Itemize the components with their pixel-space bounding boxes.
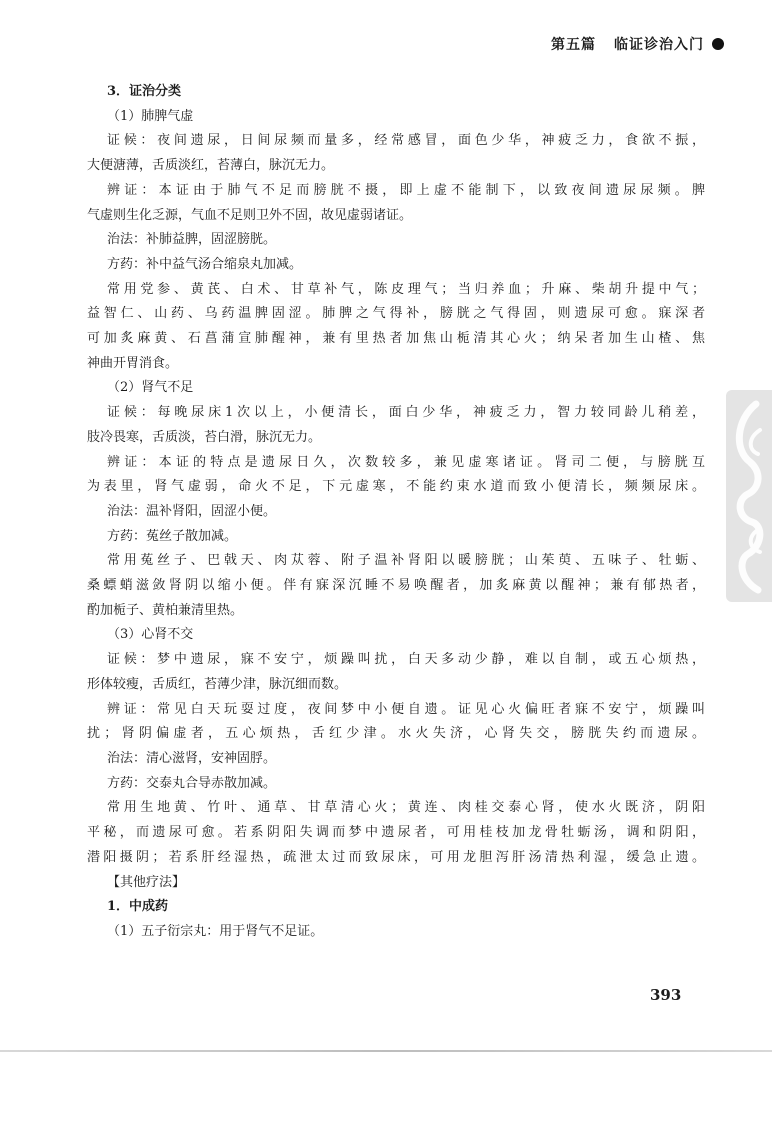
bottom-divider — [0, 1050, 772, 1052]
text-line: 常用菟丝子、巴戟天、肉苁蓉、附子温补肾阳以暖膀胱；山茱萸、五味子、牡蛎、 — [107, 553, 705, 569]
text-line: 形体较瘦，舌质红，苔薄少津，脉沉细而数。 — [87, 676, 348, 692]
text-line: 1．中成药 — [107, 899, 169, 915]
text-line: 证候：每晚尿床1次以上，小便清长，面白少华，神疲乏力，智力较同龄儿稍差， — [107, 405, 705, 421]
text-line: 辨证：本证由于肺气不足而膀胱不摄，即上虚不能制下，以致夜间遗尿尿频。脾 — [107, 182, 705, 198]
text-line: 桑螵蛸滋敛肾阴以缩小便。伴有寐深沉睡不易唤醒者，加炙麻黄以醒神；兼有郁热者， — [87, 578, 705, 594]
text-line: （1）肺脾气虚 — [107, 108, 194, 124]
text-line: 【其他疗法】 — [107, 874, 186, 890]
header-title: 临证诊治入门 — [614, 37, 704, 53]
text-line: （2）肾气不足 — [107, 380, 194, 396]
text-line: 益智仁、山药、乌药温脾固涩。肺脾之气得补，膀胱之气得固，则遗尿可愈。寐深者 — [87, 306, 705, 322]
text-line: 平秘，而遗尿可愈。若系阴阳失调而梦中遗尿者，可用桂枝加龙骨牡蛎汤，调和阴阳， — [87, 825, 705, 841]
text-line: 方药：菟丝子散加减。 — [107, 528, 238, 544]
bullet-icon — [712, 38, 724, 50]
text-line: （1）五子衍宗丸：用于肾气不足证。 — [107, 923, 324, 939]
header-part: 第五篇 — [551, 37, 596, 53]
decorative-tab — [726, 390, 772, 602]
text-line: 治法：温补肾阳，固涩小便。 — [107, 503, 277, 519]
ornament-icon — [726, 390, 772, 602]
text-line: 辨证：常见白天玩耍过度，夜间梦中小便自遗。证见心火偏旺者寐不安宁，烦躁叫 — [107, 701, 705, 717]
text-line: 方药：补中益气汤合缩泉丸加减。 — [107, 256, 303, 272]
text-line: 3．证治分类 — [107, 84, 182, 99]
text-line: 可加炙麻黄、石菖蒲宣肺醒神，兼有里热者加焦山栀清其心火；纳呆者加生山楂、焦 — [87, 331, 705, 347]
text-line: 潜阳摄阴；若系肝经湿热，疏泄太过而致尿床，可用龙胆泻肝汤清热利湿，缓急止遗。 — [87, 849, 705, 865]
page-number: 393 — [650, 986, 682, 1004]
text-line: 方药：交泰丸合导赤散加减。 — [107, 775, 277, 791]
text-line: 气虚则生化乏源，气血不足则卫外不固，故见虚弱诸证。 — [87, 207, 413, 223]
text-line: 治法：补肺益脾，固涩膀胱。 — [107, 232, 277, 248]
text-line: 扰；肾阴偏虚者，五心烦热，舌红少津。水火失济，心肾失交，膀胱失约而遗尿。 — [87, 726, 705, 742]
text-line: 辨证：本证的特点是遗尿日久，次数较多，兼见虚寒诸证。肾司二便，与膀胱互 — [107, 454, 705, 470]
text-line: 为表里，肾气虚弱，命火不足，下元虚寒，不能约束水道而致小便清长，频频尿床。 — [87, 479, 705, 495]
text-line: 常用党参、黄芪、白术、甘草补气，陈皮理气；当归养血；升麻、柴胡升提中气； — [107, 281, 705, 297]
body-text — [87, 80, 705, 945]
text-line: 大便溏薄，舌质淡红，苔薄白，脉沉无力。 — [87, 158, 335, 174]
text-line: 神曲开胃消食。 — [87, 355, 179, 371]
text-line: 治法：清心滋肾，安神固脬。 — [107, 750, 277, 766]
running-header — [551, 34, 724, 54]
text-line: 证候：梦中遗尿，寐不安宁，烦躁叫扰，白天多动少静，难以自制，或五心烦热， — [107, 652, 705, 668]
text-line: 酌加栀子、黄柏兼清里热。 — [87, 602, 244, 618]
text-line: 肢冷畏寒，舌质淡，苔白滑，脉沉无力。 — [87, 429, 322, 445]
text-line: （3）心肾不交 — [107, 627, 194, 643]
text-line: 常用生地黄、竹叶、通草、甘草清心火；黄连、肉桂交泰心肾，使水火既济，阴阳 — [107, 800, 705, 816]
text-line: 证候：夜间遗尿，日间尿频而量多，经常感冒，面色少华，神疲乏力，食欲不振， — [107, 133, 705, 149]
